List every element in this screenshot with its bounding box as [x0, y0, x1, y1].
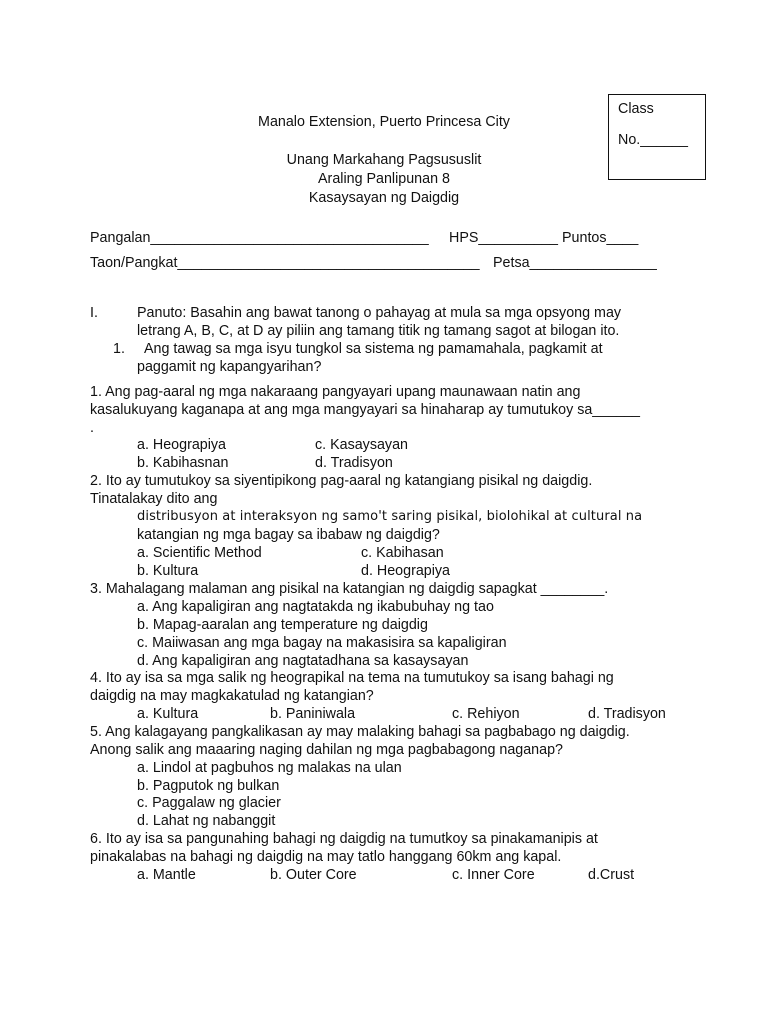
year-section-field: Taon/Pangkat______________________________________: [90, 255, 480, 271]
name-field: Pangalan___________________________________: [90, 230, 429, 246]
q5-option-b: b. Pagputok ng bulkan: [137, 778, 280, 794]
question-2-line-1: 2. Ito ay tumutukoy sa siyentipikong pag-aaral ng katangiang pisikal ng daigdig.: [90, 473, 593, 489]
question-3-line-1: 3. Mahalagang malaman ang pisikal na katangian ng daigdig sapagkat ________.: [90, 581, 609, 597]
q2-option-b: b. Kultura: [137, 563, 199, 579]
q2-option-c: c. Kabihasan: [361, 545, 444, 561]
q6-option-b: b. Outer Core: [270, 867, 357, 883]
section-number: I.: [90, 305, 98, 321]
q4-option-c: c. Rehiyon: [452, 706, 520, 722]
class-number-blank: No.______: [618, 132, 688, 148]
q1-option-d: d. Tradisyon: [315, 455, 393, 471]
q4-option-d: d. Tradisyon: [588, 706, 666, 722]
subject-title: Araling Panlipunan 8: [318, 171, 450, 187]
instructions-line-1: Panuto: Basahin ang bawat tanong o pahayag at mula sa mga opsyong may: [137, 305, 622, 321]
question-2-line-2: Tinatalakay dito ang: [90, 491, 218, 507]
question-5-line-2: Anong salik ang maaaring naging dahilan ng mga pagbabagong naganap?: [90, 742, 563, 758]
question-6-line-1: 6. Ito ay isa sa pangunahing bahagi ng daigdig na tumutkoy sa pinakamanipis at: [90, 831, 598, 847]
q3-option-d: d. Ang kapaligiran ang nagtatadhana sa kasaysayan: [137, 653, 469, 669]
exam-title: Unang Markahang Pagsususlit: [286, 152, 482, 168]
hps-field: HPS__________: [449, 230, 558, 246]
class-label: Class: [618, 101, 654, 117]
question-5-line-1: 5. Ang kalagayang pangkalikasan ay may malaking bahagi sa pagbabago ng daigdig.: [90, 724, 630, 740]
question-2-line-3: distribusyon at interaksyon ng samo't saring pisikal, biolohikal at cultural na: [137, 509, 643, 524]
q5-option-a: a. Lindol at pagbuhos ng malakas na ulan: [137, 760, 402, 776]
item-number: 1.: [113, 341, 125, 357]
q2-option-d: d. Heograpiya: [361, 563, 451, 579]
question-4-line-1: 4. Ito ay isa sa mga salik ng heograpikal na tema na tumutukoy sa isang bahagi ng: [90, 670, 614, 686]
q4-option-b: b. Paniniwala: [270, 706, 356, 722]
item-line-1: Ang tawag sa mga isyu tungkol sa sistema ng pamamahala, pagkamit at: [144, 341, 603, 357]
question-4-line-2: daigdig na may magkakatulad ng katangian?: [90, 688, 374, 704]
q6-option-c: c. Inner Core: [452, 867, 535, 883]
school-location: Manalo Extension, Puerto Princesa City: [258, 114, 510, 130]
score-field: Puntos____: [562, 230, 639, 246]
q6-option-a: a. Mantle: [137, 867, 196, 883]
q1-option-c: c. Kasaysayan: [315, 437, 408, 453]
topic-title: Kasaysayan ng Daigdig: [308, 190, 460, 206]
instructions-line-2: letrang A, B, C, at D ay piliin ang tamang titik ng tamang sagot at bilogan ito.: [137, 323, 620, 339]
question-1-line-3: .: [90, 420, 94, 436]
question-6-line-2: pinakalabas na bahagi ng daigdig na may tatlo hanggang 60km ang kapal.: [90, 849, 562, 865]
q5-option-c: c. Paggalaw ng glacier: [137, 795, 281, 811]
item-line-2: paggamit ng kapangyarihan?: [137, 359, 322, 375]
q3-option-a: a. Ang kapaligiran ang nagtatakda ng ikabubuhay ng tao: [137, 599, 494, 615]
q1-option-b: b. Kabihasnan: [137, 455, 229, 471]
q3-option-c: c. Maiiwasan ang mga bagay na makasisira sa kapaligiran: [137, 635, 507, 651]
q3-option-b: b. Mapag-aaralan ang temperature ng daigdig: [137, 617, 428, 633]
q1-option-a: a. Heograpiya: [137, 437, 227, 453]
q6-option-d: d.Crust: [588, 867, 635, 883]
q2-option-a: a. Scientific Method: [137, 545, 262, 561]
date-field: Petsa________________: [493, 255, 657, 271]
question-1-line-1: 1. Ang pag-aaral ng mga nakaraang pangyayari upang maunawaan natin ang: [90, 384, 581, 400]
question-2-line-4: katangian ng mga bagay sa ibabaw ng daigdig?: [137, 527, 440, 543]
q5-option-d: d. Lahat ng nabanggit: [137, 813, 276, 829]
question-1-line-2: kasalukuyang kaganapa at ang mga mangyayari sa hinaharap ay tumutukoy sa______: [90, 402, 641, 418]
q4-option-a: a. Kultura: [137, 706, 199, 722]
